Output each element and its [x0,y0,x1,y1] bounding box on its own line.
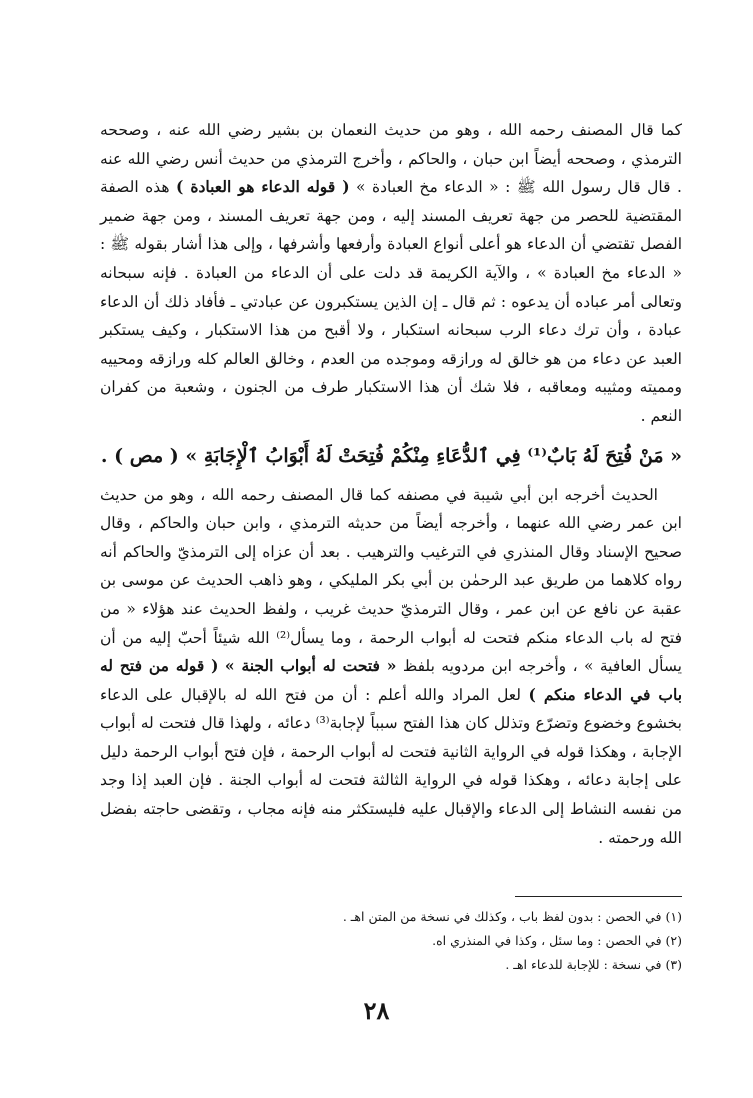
paragraph-1-text-a: كما قال المصنف رحمه الله ، وهو من حديث النعمان بن بشير رضي الله عنه ، وصححه الترمذي ، وصححه أيضاً ابن حبان ، والحاكم ، وأخرج الترمذي من حديث أنس رضي الله عنه . قال قال رسول الله ﷺ : « الدعاء مخ العبادة » [100,121,682,197]
footnote-1: (١) في الحصن : بدون لفظ باب ، وكذلك في نسخة من المتن اهـ . [342,909,682,924]
hadith-heading: « مَنْ فُتِحَ لَهُ بَابٌ⁽¹⁾ فِي ٱلدُّعَاءِ مِنْكُمْ فُتِحَتْ لَهُ أَبْوَابُ ٱلْإِجَابَةِ » ( مص ) . [100,444,682,467]
paragraph-2 [100,481,682,853]
paragraph-2-text-a: الحديث أخرجه ابن أبي شيبة في مصنفه كما قال المصنف رحمه الله ، وهو من حديث ابن عمر رضي الله عنهما ، وأخرجه أيضاً من حديثه الترمذي ، وابن حبان والحاكم ، وقال صحيح الإسناد وقال المنذري في الترغيب والترهيب . بعد أن عزاه إلى الترمذيّ والحاكم أنه رواه كلاهما من طريق عبد الرحمٰن بن أبي بكر المليكي ، وهو ذاهب الحديث عن موسى بن عقبة عن نافع عن ابن عمر ، وقال الترمذيّ حديث غريب ، ولفظ الحديث عند هؤلاء « من فتح له باب الدعاء منكم فتحت له أبواب الرحمة ، وما يسأل⁽²⁾ الله شيئاً أحبّ إليه من أن يسأل العافية » ، وأخرجه ابن مردويه بلفظ [100,485,682,676]
footnotes [200,905,682,977]
footnote-3: (٣) في نسخة : للإجابة للدعاء اهـ . [505,957,682,972]
paragraph-1-text-b: هذه الصفة المقتضية للحصر من جهة تعريف المسند إليه ، ومن جهة تعريف المسند ، ومن جهة ضمير الفصل تقتضي أن الدعاء هو أعلى أنواع العبادة وأرفعها وأشرفها ، وإلى هذا أشار بقوله ﷺ : « الدعاء مخ العبادة » ، والآية الكريمة قد دلت على أن الدعاء من العبادة . فإنه سبحانه وتعالى أمر عباده أن يدعوه : ثم قال ـ إن الذين يستكبرون عن عبادتي ـ فأفاد ذلك أن الدعاء عبادة ، وأن ترك دعاء الرب سبحانه استكبار ، ولا أقبح من هذا الاستكبار ، وكيف يستكبر العبد عن دعاء من هو خالق له ورازقه وموجده من العدم ، وخالق العالم كله ورازقه ومحييه ومميته ومثيبه ومعاقبه ، فلا شك أن هذا الاستكبار طرف من الجنون ، وشعبة من كفران النعم . [100,178,682,425]
paragraph-2-bold-heading: ( قوله من فتح له باب في الدعاء منكم ) [100,656,683,704]
paragraph-1-bold-heading: ( قوله الدعاء هو العبادة ) [176,177,350,197]
footnote-divider [515,896,682,897]
footnote-2: (٢) في الحصن : وما سئل ، وكذا في المنذري اه. [432,933,682,948]
paragraph-2-bold-quote: « فتحت له أبواب الجنة » [224,656,397,676]
main-text [100,116,682,852]
page-number: ٢٨ [363,996,390,1025]
paragraph-2-text-b: لعل المراد والله أعلم : أن من فتح الله له بالإقبال على الدعاء بخشوع وخضوع وتضرّع وتذلل كان هذا الفتح سبباً لإجابة⁽³⁾ دعائه ، ولهذا قال فتحت له أبواب الإجابة ، وهكذا قوله في الرواية الثانية فتحت له أبواب الرحمة ، فإن فتح أبواب الرحمة دليل على إجابة دعائه ، وهكذا قوله في الرواية الثالثة فتحت له أبواب الجنة . فإن العبد إذا وجد من نفسه النشاط إلى الدعاء والإقبال عليه فليستكثر منه فإنه مجاب ، وتقضى حاجته بفضل الله ورحمته . [100,685,682,847]
paragraph-1 [100,116,682,431]
